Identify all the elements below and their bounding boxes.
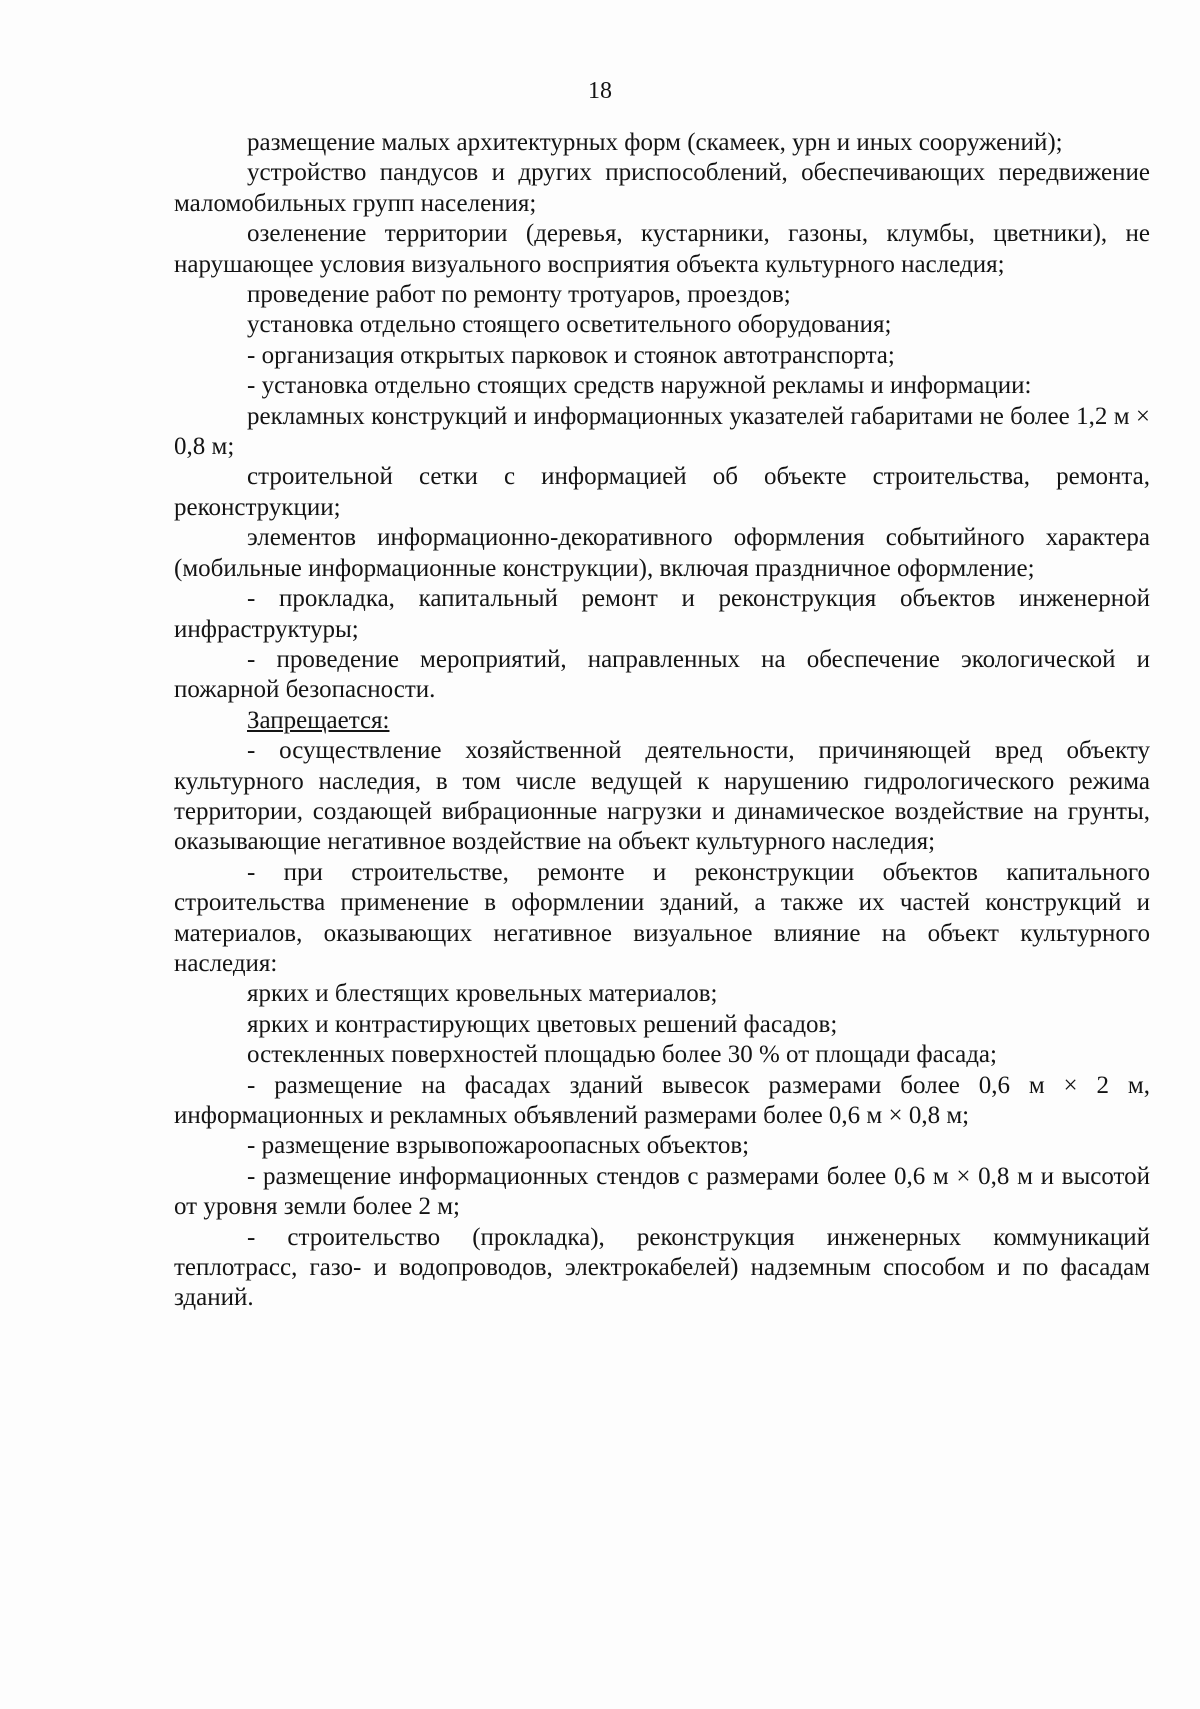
prohibited-heading-text: Запрещается:: [247, 706, 390, 734]
page-number: 18: [588, 78, 612, 104]
paragraph: проведение работ по ремонту тротуаров, проездов;: [247, 281, 791, 309]
paragraph: - размещение на фасадах зданий вывесок размерами более 0,6 м × 2 м, информационных и рекламных объявлений размерами более 0,6 м × 0,8 м;: [174, 1071, 1150, 1129]
paragraph: - установка отдельно стоящих средств наружной рекламы и информации:: [247, 372, 1032, 400]
paragraph: - проведение мероприятий, направленных на обеспечение экологической и пожарной безопасности.: [174, 645, 1150, 704]
paragraph: остекленных поверхностей площадью более 30 % от площади фасада;: [247, 1041, 997, 1069]
section-heading-prohibited: [174, 706, 1150, 736]
paragraph: - размещение информационных стендов с размерами более 0,6 м × 0,8 м и высотой от уровня земли более 2 м;: [174, 1162, 1150, 1221]
paragraph: устройство пандусов и других приспособлений, обеспечивающих передвижение маломобильных групп населения;: [174, 159, 1150, 217]
paragraph: размещение малых архитектурных форм (скамеек, урн и иных сооружений);: [247, 129, 1063, 156]
paragraph: установка отдельно стоящего осветительного оборудования;: [247, 311, 892, 339]
paragraph: - осуществление хозяйственной деятельности, причиняющей вред объекту культурного наследия, в том числе ведущей к нарушению гидрологического режима территории, создающей вибрационные нагрузки и динамическое воздействие на грунты, оказывающие негативное воздействие на объект культурного наследия;: [174, 737, 1150, 856]
paragraph: элементов информационно-декоративного оформления событийного характера (мобильные информационные конструкции), включая праздничное оформление;: [174, 524, 1150, 582]
paragraph: рекламных конструкций и информационных указателей габаритами не более 1,2 м × 0,8 м;: [174, 402, 1150, 461]
paragraph: строительной сетки с информацией об объекте строительства, ремонта, реконструкции;: [174, 463, 1150, 521]
paragraph: - прокладка, капитальный ремонт и реконструкция объектов инженерной инфраструктуры;: [174, 585, 1150, 643]
paragraph: ярких и блестящих кровельных материалов;: [247, 980, 718, 1008]
paragraph: озеленение территории (деревья, кустарники, газоны, клумбы, цветники), не нарушающее условия визуального восприятия объекта культурного наследия;: [174, 220, 1150, 278]
paragraph: - организация открытых парковок и стоянок автотранспорта;: [247, 341, 895, 369]
document-body: [174, 128, 1150, 1314]
paragraph: - строительство (прокладка), реконструкция инженерных коммуникаций теплотрасс, газо- и водопроводов, электрокабелей) надземным способом и по фасадам зданий.: [174, 1223, 1150, 1312]
paragraph: ярких и контрастирующих цветовых решений фасадов;: [247, 1010, 838, 1038]
paragraph: - при строительстве, ремонте и реконструкции объектов капитального строительства применение в оформлении зданий, а также их частей конструкций и материалов, оказывающих негативное визуальное влияние на объект культурного наследия:: [174, 858, 1150, 977]
paragraph: - размещение взрывопожароопасных объектов;: [247, 1132, 750, 1160]
